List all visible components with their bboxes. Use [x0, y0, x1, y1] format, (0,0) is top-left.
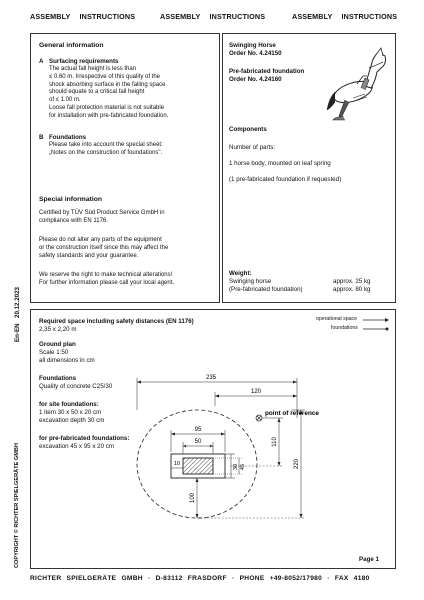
special-line: For further information please call your local agent.	[39, 279, 175, 286]
weight-item-horse: Swinging horse	[229, 278, 272, 285]
legend-foundations: foundations	[331, 325, 358, 331]
legend-foundations-line	[361, 326, 391, 332]
section-a-text	[49, 66, 219, 121]
special-line: Please do not alter any parts of the equipment	[39, 237, 162, 243]
special-info-p2	[39, 237, 219, 260]
side-date: 20.12.2023	[14, 287, 21, 318]
special-line: or the construction itself since this may affect the	[39, 244, 169, 251]
ground-plan-drawing	[131, 372, 331, 552]
concrete-quality: Quality of concrete C25/30	[39, 383, 113, 390]
prefab-order-number: Order No. 4.24160	[229, 76, 282, 83]
dim-100: 100	[190, 492, 196, 504]
section-a-line: for installation with pre-fabricated foundation.	[49, 112, 169, 119]
header-title-right: ASSEMBLY INSTRUCTIONS	[292, 12, 398, 21]
prefab-foundation-title: Pre-fabricated foundation	[229, 68, 305, 75]
swinging-horse-illustration	[323, 42, 391, 122]
section-b-text	[49, 142, 219, 158]
header-title-left: ASSEMBLY INSTRUCTIONS	[30, 12, 136, 21]
footer-company: RICHTER SPIELGERÄTE GMBH	[30, 575, 143, 582]
dim-10: 10	[173, 461, 181, 467]
ground-plan-units: all dimensions in cm	[39, 357, 95, 364]
special-info-p3	[39, 272, 223, 288]
dim-95: 95	[194, 427, 202, 433]
section-a-line: Loose fall protection material is not suitable	[49, 104, 165, 111]
section-b-line: „Notes on the construction of foundations".	[49, 149, 163, 156]
section-a-line: should equate to a critical fall height	[49, 89, 145, 96]
general-info-title: General information	[39, 42, 104, 49]
dim-30: 30	[233, 463, 239, 471]
ground-plan-scale: Scale 1:50	[39, 349, 69, 356]
footer-phone: PHONE +49-8052/17980	[239, 575, 323, 582]
section-b-title: Foundations	[49, 134, 87, 141]
special-line: Certified by TÜV Süd Product Service GmbH in	[39, 210, 165, 216]
section-a-label: A	[39, 58, 44, 65]
footer-separator: ·	[327, 575, 335, 582]
point-of-reference-label: point of reference	[265, 410, 319, 417]
prefab-foundations-title: for pre-fabricated foundations:	[39, 435, 130, 442]
special-info-title: Special information	[39, 196, 103, 203]
weight-value-foundation: approx. 80 kg	[333, 286, 371, 293]
product-info-box	[222, 33, 396, 303]
dim-45: 45	[240, 463, 246, 471]
weight-item-foundation: (Pre-fabricated foundation)	[229, 286, 303, 293]
footer-fax: FAX 4180	[334, 575, 370, 582]
product-order-number: Order No. 4.24150	[229, 50, 282, 57]
space-title: Required space including safety distances (EN 1176)	[39, 318, 194, 325]
general-info-box	[30, 33, 220, 303]
header-title-center: ASSEMBLY INSTRUCTIONS	[160, 12, 266, 21]
dim-110: 110	[272, 437, 278, 447]
dim-120: 120	[250, 389, 262, 395]
ground-plan-title: Ground plan	[39, 341, 76, 348]
section-a-title: Surfacing requirements	[49, 58, 119, 65]
footer	[30, 575, 370, 584]
weight-title: Weight:	[229, 270, 252, 277]
ground-plan-box	[30, 309, 396, 569]
footer-address: D-83112 FRASDORF	[155, 575, 227, 582]
foundations-title: Foundations	[39, 375, 77, 382]
space-value: 2,35 x 2,20 m	[39, 326, 77, 333]
side-language: En-EN	[14, 323, 21, 342]
legend-operational-space: operational space	[316, 316, 357, 322]
section-a-line: ≤ 0.60 m. Irrespective of this quality of the	[49, 73, 161, 80]
weight-value-horse: approx. 25 kg	[333, 278, 371, 285]
prefab-excavation: excavation 45 x 95 x 20 cm	[39, 443, 114, 450]
part-horse-body: 1 horse body, mounted on leaf spring	[229, 160, 331, 167]
legend-operational-arrow	[361, 317, 391, 323]
side-copyright: COPYRIGHT © RICHTER SPIELGERÄTE GMBH	[14, 442, 20, 568]
special-info-p1	[39, 210, 219, 226]
footer-separator: ·	[147, 575, 156, 582]
section-a-line: of ≤ 1.00 m.	[49, 97, 81, 104]
product-name: Swinging Horse	[229, 42, 276, 49]
dim-220: 220	[294, 458, 300, 470]
components-title: Components	[229, 126, 267, 133]
special-line: safety standards and your guarantee.	[39, 252, 139, 259]
special-line: We reserve the right to make technical alterations!	[39, 272, 173, 278]
page-number: Page 1	[359, 556, 379, 563]
footer-separator: ·	[231, 575, 240, 582]
site-foundations-title: for site foundations:	[39, 401, 99, 408]
dim-235: 235	[205, 375, 217, 381]
dim-50: 50	[194, 439, 202, 445]
special-line: compliance with EN 1176.	[39, 217, 108, 224]
section-a-line: shock absorbing surface in the falling space	[49, 81, 166, 88]
section-b-label: B	[39, 134, 44, 141]
part-prefab-foundation: (1 pre-fabricated foundation if requested)	[229, 176, 342, 183]
parts-label: Number of parts:	[229, 144, 276, 151]
section-a-line: The actual fall height is less than	[49, 66, 137, 72]
site-foundation-depth: excavation depth 30 cm	[39, 417, 105, 424]
section-b-line: Please take into account the special sheet:	[49, 142, 163, 148]
site-foundation-item: 1 item 30 x 50 x 20 cm	[39, 409, 102, 416]
